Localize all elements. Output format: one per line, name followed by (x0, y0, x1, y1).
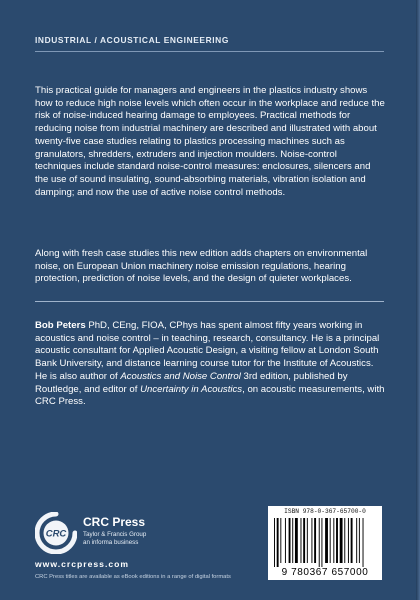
author-bio (35, 320, 385, 409)
barcode-bar (311, 518, 312, 563)
book-title-1: Acoustics and Noise Control (120, 370, 241, 382)
barcode-bar (344, 518, 345, 563)
author-bio-text (35, 320, 385, 409)
barcode-bar (333, 518, 334, 563)
publisher-tagline: an informa business (83, 539, 139, 546)
barcode-bar (321, 518, 322, 567)
barcode-bar (274, 518, 275, 567)
barcode-bar (359, 518, 360, 563)
barcode-bar (292, 518, 293, 563)
isbn-number: ISBN 978-0-367-65700-0 (284, 508, 366, 515)
barcode-digits: 9 780367 657000 (281, 567, 369, 578)
publisher-website[interactable]: www.crcpress.com (35, 559, 130, 569)
description-paragraph-2 (35, 248, 385, 286)
ebook-footnote: CRC Press titles are available as eBook editions in a range of digital formats (35, 574, 231, 580)
barcode-bar (277, 518, 279, 567)
cover-edge (416, 0, 420, 600)
category-label: INDUSTRIAL / ACOUSTICAL ENGINEERING (35, 35, 229, 45)
description-paragraph-1 (35, 85, 385, 199)
description-text-2: Along with fresh case studies this new edition adds chapters on environmental noise, on European Union machinery noise emission regulations, hearing protection, prediction of noise levels, and the design of quieter workplaces. (35, 248, 368, 285)
bio-part-3: , on acoustic measurements, with CRC Press. (35, 383, 385, 408)
crc-press-logo (35, 512, 185, 557)
barcode-bar (363, 518, 364, 567)
barcode-bar (307, 518, 308, 563)
barcode-bar (340, 518, 343, 563)
barcode-bar (336, 518, 338, 563)
top-divider (35, 51, 384, 52)
crc-logo-icon (35, 512, 77, 554)
section-divider (35, 301, 384, 302)
barcode-bars (272, 518, 378, 567)
barcode-bar (351, 518, 353, 563)
barcode-bar (330, 518, 331, 563)
publisher-group: Taylor & Francis Group (83, 531, 147, 538)
barcode-bar (325, 518, 328, 563)
barcode-bar (319, 518, 320, 567)
bio-part-1: PhD, CEng, FIOA, CPhys has spent almost fifty years working in acoustics and noise control – in teaching, research, consultancy. He is a principal acoustic consultant for Applied Acoustic Design, a visiting fellow at London South Bank University, and distance learning course tutor for the Institute of Acoustics. He is also author of (35, 320, 380, 382)
description-text-1: This practical guide for managers and engineers in the plastics industry shows how to reduce high noise levels which often occur in the workplace and reduce the risk of noise-induced hearing damage to employees. Practical methods for reducing noise from industrial machinery are described and illustrated with about twenty-five case studies relating to plastics processing machines such as granulators, shredders, extruders and injection moulders. Noise-control techniques include standard noise-control measures: enclosures, silencers and the use of sound insulating, sound-absorbing materials, vibration isolation and damping; and now the use of active noise control methods. (35, 85, 385, 198)
barcode-bar (356, 518, 357, 563)
barcode-bar (289, 518, 291, 563)
author-name: Bob Peters (35, 320, 86, 331)
barcode-bar (303, 518, 305, 563)
barcode-bar (285, 518, 286, 563)
publisher-name: CRC Press (83, 515, 146, 529)
isbn-barcode (268, 506, 382, 580)
barcode-bar (295, 518, 298, 563)
barcode-bar (348, 518, 349, 563)
barcode-bar (314, 518, 316, 563)
bio-part-2: 3rd edition, published by Routledge, and editor of (35, 370, 348, 395)
book-title-2: Uncertainty in Acoustics (140, 383, 243, 395)
barcode-bar (301, 518, 302, 563)
crc-logo-text: CRC (45, 528, 67, 540)
barcode-bar (280, 518, 281, 563)
